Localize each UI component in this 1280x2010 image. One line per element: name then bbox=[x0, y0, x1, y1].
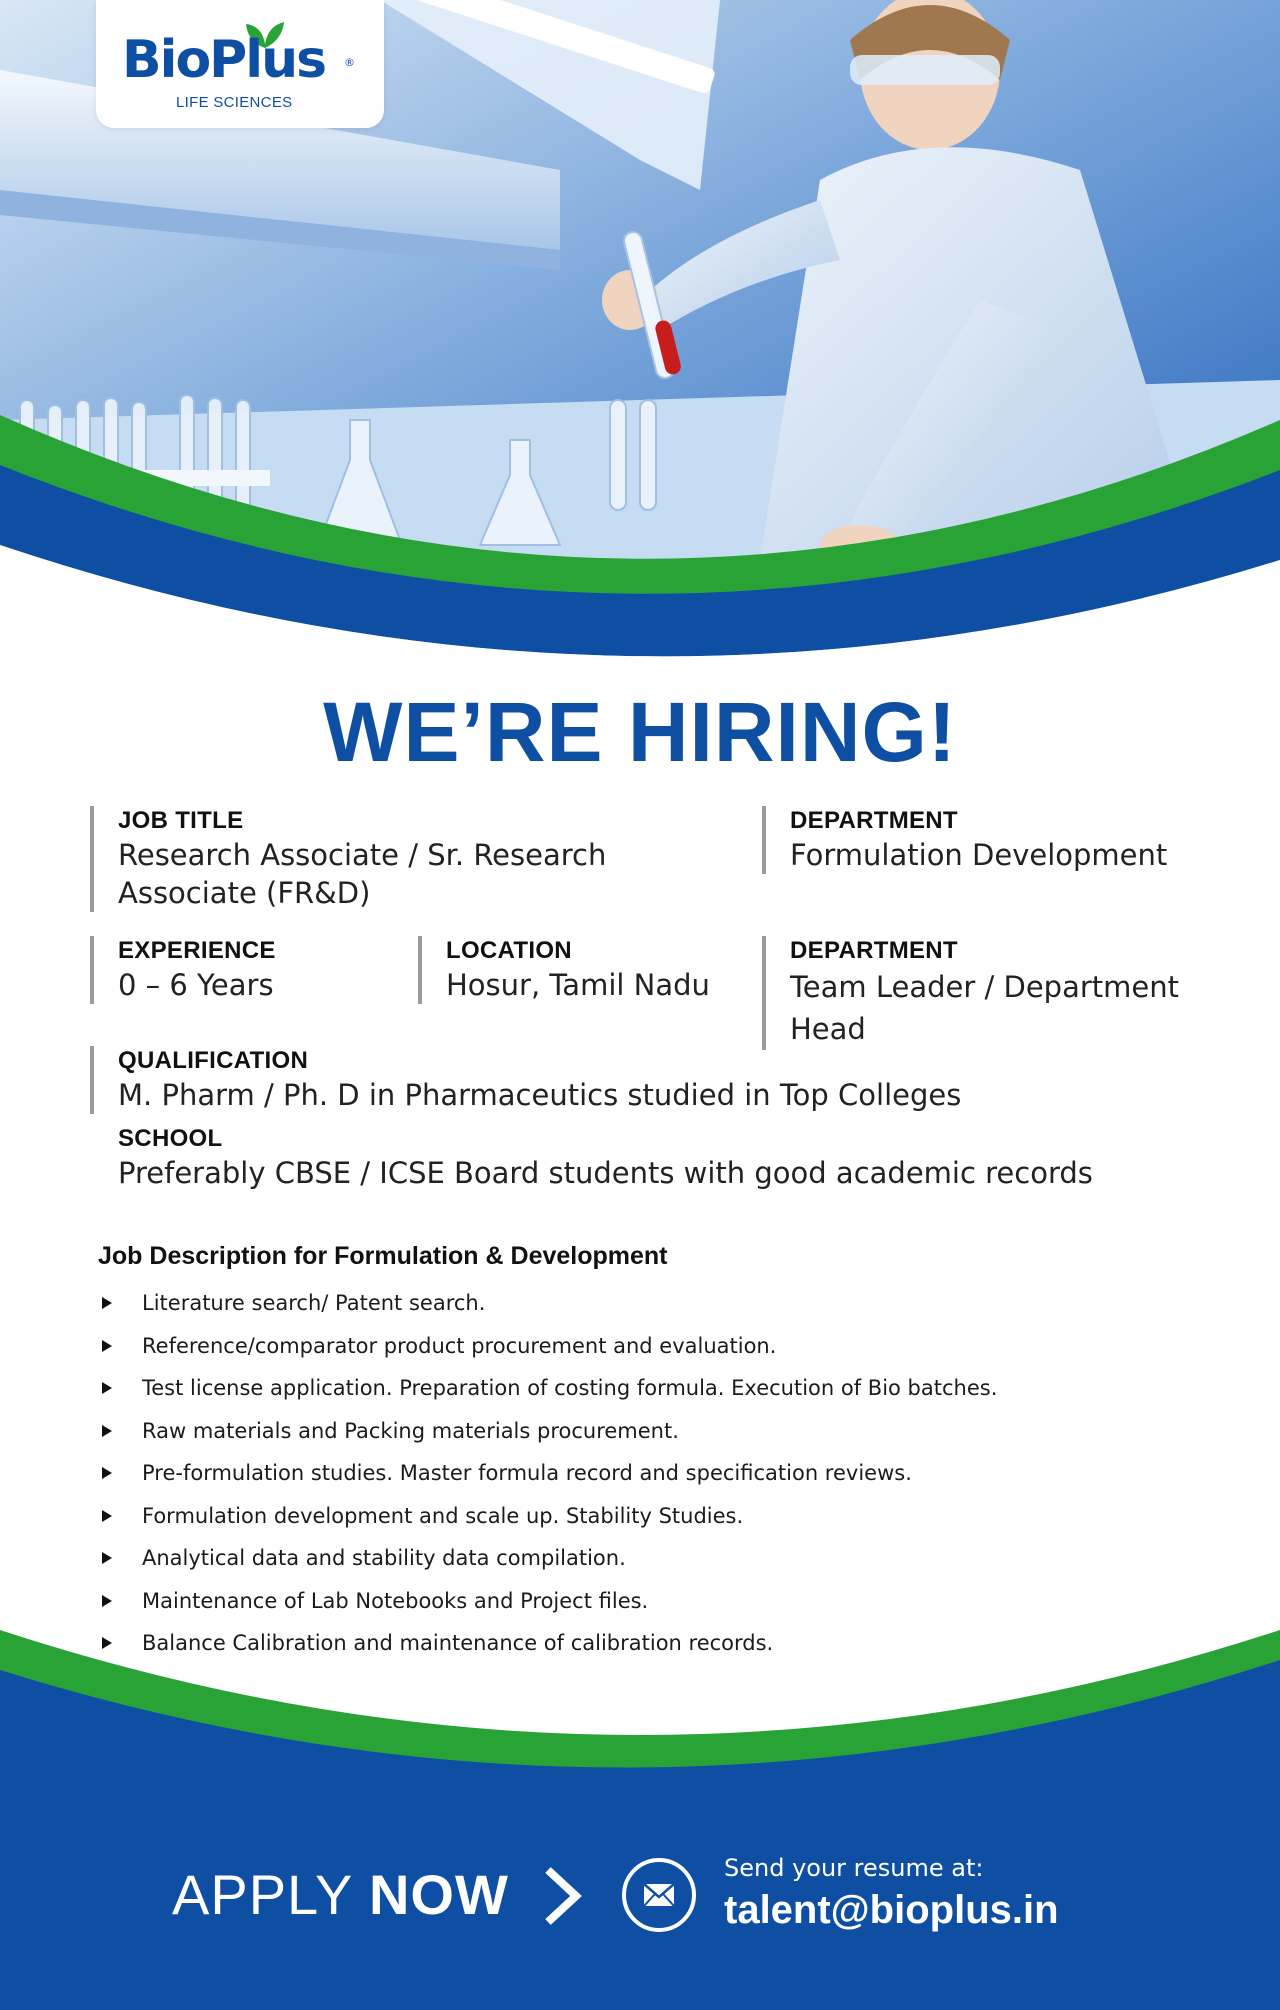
school-block bbox=[90, 1124, 1230, 1192]
brand-logo bbox=[96, 0, 384, 128]
department-block bbox=[762, 806, 1222, 874]
list-item: Balance Calibration and maintenance of calibration records. bbox=[98, 1622, 1198, 1665]
list-item: Raw materials and Packing materials procurement. bbox=[98, 1410, 1198, 1453]
apply-bold: NOW bbox=[368, 1863, 509, 1926]
brand-name: BioPlus bbox=[122, 30, 326, 90]
bullet-icon bbox=[102, 1510, 112, 1522]
school-value: Preferably CBSE / ICSE Board students with good academic records bbox=[118, 1156, 1093, 1190]
list-item: Pre-formulation studies. Master formula record and specification reviews. bbox=[98, 1452, 1198, 1495]
list-item: Literature search/ Patent search. bbox=[98, 1282, 1198, 1325]
brand-tagline: LIFE SCIENCES bbox=[176, 94, 293, 111]
bullet-icon bbox=[102, 1595, 112, 1607]
qualification-label: QUALIFICATION bbox=[118, 1047, 309, 1074]
list-item: Test license application. Preparation of costing formula. Execution of Bio batches. bbox=[98, 1367, 1198, 1410]
list-item: Reference/comparator product procurement and evaluation. bbox=[98, 1325, 1198, 1368]
envelope-icon bbox=[643, 1881, 675, 1909]
qualification-block bbox=[90, 1046, 1210, 1114]
department-role-block bbox=[762, 936, 1232, 1050]
send-resume-label: Send your resume at: bbox=[724, 1854, 984, 1882]
apply-now-text bbox=[172, 1862, 509, 1927]
qualification-value: M. Pharm / Ph. D in Pharmaceutics studied in Top Colleges bbox=[118, 1078, 962, 1112]
envelope-badge bbox=[622, 1858, 696, 1932]
job-title-label: JOB TITLE bbox=[118, 807, 244, 834]
hero-banner bbox=[0, 0, 1280, 660]
job-description-list bbox=[98, 1282, 1198, 1665]
location-value: Hosur, Tamil Nadu bbox=[446, 968, 710, 1002]
bullet-icon bbox=[102, 1467, 112, 1479]
registered-mark: ® bbox=[344, 56, 355, 69]
bullet-icon bbox=[102, 1297, 112, 1309]
department-role-value: Team Leader / Department Head bbox=[790, 970, 1179, 1046]
bullet-icon bbox=[102, 1425, 112, 1437]
department-label: DEPARTMENT bbox=[790, 807, 958, 834]
department-value: Formulation Development bbox=[790, 838, 1168, 872]
location-block bbox=[418, 936, 748, 1004]
job-title-value: Research Associate / Sr. Research Associate (FR&D) bbox=[118, 838, 607, 910]
chevron-right-icon bbox=[540, 1866, 584, 1926]
bullet-icon bbox=[102, 1340, 112, 1352]
bullet-icon bbox=[102, 1382, 112, 1394]
bullet-icon bbox=[102, 1552, 112, 1564]
apply-light: APPLY bbox=[172, 1863, 353, 1926]
job-description-title: Job Description for Formulation & Development bbox=[98, 1242, 668, 1270]
page-title: WE’RE HIRING! bbox=[323, 685, 957, 779]
location-label: LOCATION bbox=[446, 937, 572, 964]
footer-band bbox=[0, 1620, 1280, 2010]
list-item: Formulation development and scale up. Stability Studies. bbox=[98, 1495, 1198, 1538]
job-title-block bbox=[90, 806, 650, 912]
department-role-label: DEPARTMENT bbox=[790, 937, 958, 964]
experience-block bbox=[90, 936, 390, 1004]
school-label: SCHOOL bbox=[118, 1125, 223, 1152]
experience-value: 0 – 6 Years bbox=[118, 968, 274, 1002]
contact-email-link[interactable]: talent@bioplus.in bbox=[724, 1888, 1059, 1932]
experience-label: EXPERIENCE bbox=[118, 937, 276, 964]
list-item: Maintenance of Lab Notebooks and Project files. bbox=[98, 1580, 1198, 1623]
list-item: Analytical data and stability data compilation. bbox=[98, 1537, 1198, 1580]
